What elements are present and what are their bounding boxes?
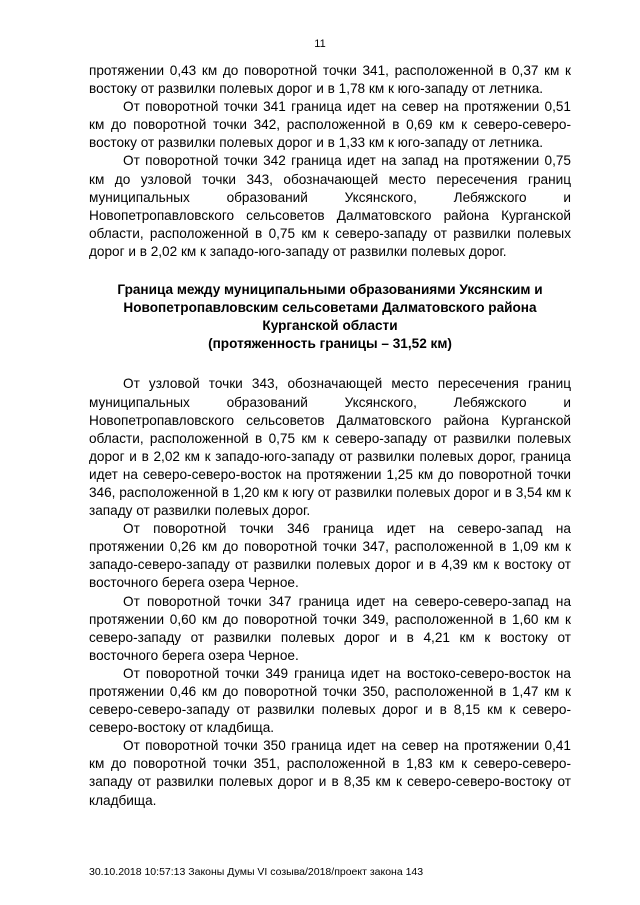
paragraph: От поворотной точки 349 граница идет на востоко-северо-восток на протяжении 0,46 км до поворотной точки 350, расположенной в 1,47 км к северо-северо-западу от развилки полевых дорог и в 8,15 км к северо-северо-востоку от кладбища. (89, 665, 571, 736)
paragraph: От поворотной точки 341 граница идет на север на протяжении 0,51 км до поворотной точки 342, расположенной в 0,69 км к северо-северо-востоку от развилки полевых дорог и в 1,33 км к юго-западу от летника. (89, 99, 571, 151)
footer-document-info: 30.10.2018 10:57:13 Законы Думы VI созыва/2018/проект закона 143 (89, 866, 424, 878)
heading-line: Граница между муниципальными образованиями Уксянским и (117, 282, 543, 298)
paragraph: От поворотной точки 350 граница идет на север на протяжении 0,41 км до поворотной точки 351, расположенной в 1,83 км к северо-северо-западу от развилки полевых дорог и в 8,35 км к северо-северо-востоку от кладбища. (89, 738, 571, 808)
page-number: 11 (314, 38, 326, 50)
heading-line: Курганской области (262, 318, 398, 334)
heading-subtitle: (протяженность границы – 31,52 км) (208, 336, 452, 352)
paragraph: От узловой точки 343, обозначающей место пересечения границ муниципальных образований Уксянского, Лебяжского и Новопетропавловского сельсоветов Далматовского района Курганской области, расположенной в 0,75 км к северо-западу от развилки полевых дорог и в 2,02 км к западо-юго-западу от развилки полевых дорог, граница идет на северо-северо-восток на протяжении 1,25 км до поворотной точки 346, расположенной в 1,20 км к югу от развилки полевых дорог и в 3,54 км к западу от развилки полевых дорог. (89, 376, 571, 519)
paragraph: От поворотной точки 346 граница идет на северо-запад на протяжении 0,26 км до поворотной точки 347, расположенной в 1,09 км к западо-северо-западу от развилки полевых дорог и в 4,39 км к востоку от восточного берега озера Черное. (89, 521, 571, 591)
heading-line: Новопетропавловским сельсоветами Далматовского района (123, 300, 537, 316)
paragraph: протяжении 0,43 км до поворотной точки 341, расположенной в 0,37 км к востоку от развилки полевых дорог и в 1,78 км к юго-западу от летника. (89, 63, 571, 97)
document-body (89, 62, 571, 810)
paragraph: От поворотной точки 347 граница идет на северо-северо-запад на протяжении 0,60 км до поворотной точки 349, расположенной в 1,60 км к северо-западу от развилки полевых дорог и в 4,21 км к востоку от восточного берега озера Черное. (89, 593, 571, 663)
paragraph: От поворотной точки 342 граница идет на запад на протяжении 0,75 км до узловой точки 343, обозначающей место пересечения границ муниципальных образований Уксянского, Лебяжского и Новопетропавловского сельсоветов Далматовского района Курганской области, расположенной в 0,75 км к северо-западу от развилки полевых дорог и в 2,02 км к западо-юго-западу от развилки полевых дорог. (89, 153, 571, 259)
section-heading (89, 281, 571, 353)
